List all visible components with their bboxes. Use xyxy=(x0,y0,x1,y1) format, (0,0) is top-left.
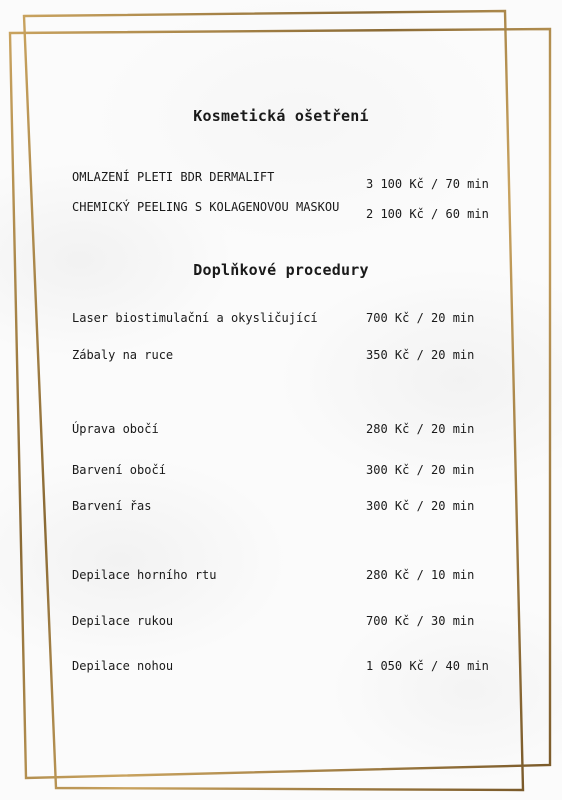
service-name-leg-depilation: Depilace nohou xyxy=(72,659,174,673)
service-name-brow-shaping: Úprava obočí xyxy=(72,422,159,436)
section-title-cosmetic: Kosmetická ošetření xyxy=(193,107,369,125)
service-price-leg-depilation: 1 050 Kč / 40 min xyxy=(366,659,489,673)
service-price-chemical-peeling: 2 100 Kč / 60 min xyxy=(366,207,489,221)
frame-rectangle-tilted xyxy=(24,11,523,790)
service-price-laser: 700 Kč / 20 min xyxy=(366,311,475,325)
service-name-chemical-peeling: CHEMICKÝ PEELING S KOLAGENOVOU MASKOU xyxy=(72,200,340,214)
service-price-brow-tint: 300 Kč / 20 min xyxy=(366,463,475,477)
service-price-arm-depilation: 700 Kč / 30 min xyxy=(366,614,475,628)
service-name-hand-wraps: Zábaly na ruce xyxy=(72,348,174,362)
service-name-dermalift: OMLAZENÍ PLETI BDR DERMALIFT xyxy=(72,170,275,184)
service-name-laser: Laser biostimulační a okysličující xyxy=(72,311,318,325)
section-title-additional: Doplňkové procedury xyxy=(193,261,369,279)
service-name-lash-tint: Barvení řas xyxy=(72,499,152,513)
service-price-dermalift: 3 100 Kč / 70 min xyxy=(366,177,489,191)
service-name-arm-depilation: Depilace rukou xyxy=(72,614,174,628)
service-name-brow-tint: Barvení obočí xyxy=(72,463,166,477)
service-price-hand-wraps: 350 Kč / 20 min xyxy=(366,348,475,362)
service-price-brow-shaping: 280 Kč / 20 min xyxy=(366,422,475,436)
service-name-upper-lip-depilation: Depilace horního rtu xyxy=(72,568,217,582)
service-price-lash-tint: 300 Kč / 20 min xyxy=(366,499,475,513)
service-price-upper-lip-depilation: 280 Kč / 10 min xyxy=(366,568,475,582)
